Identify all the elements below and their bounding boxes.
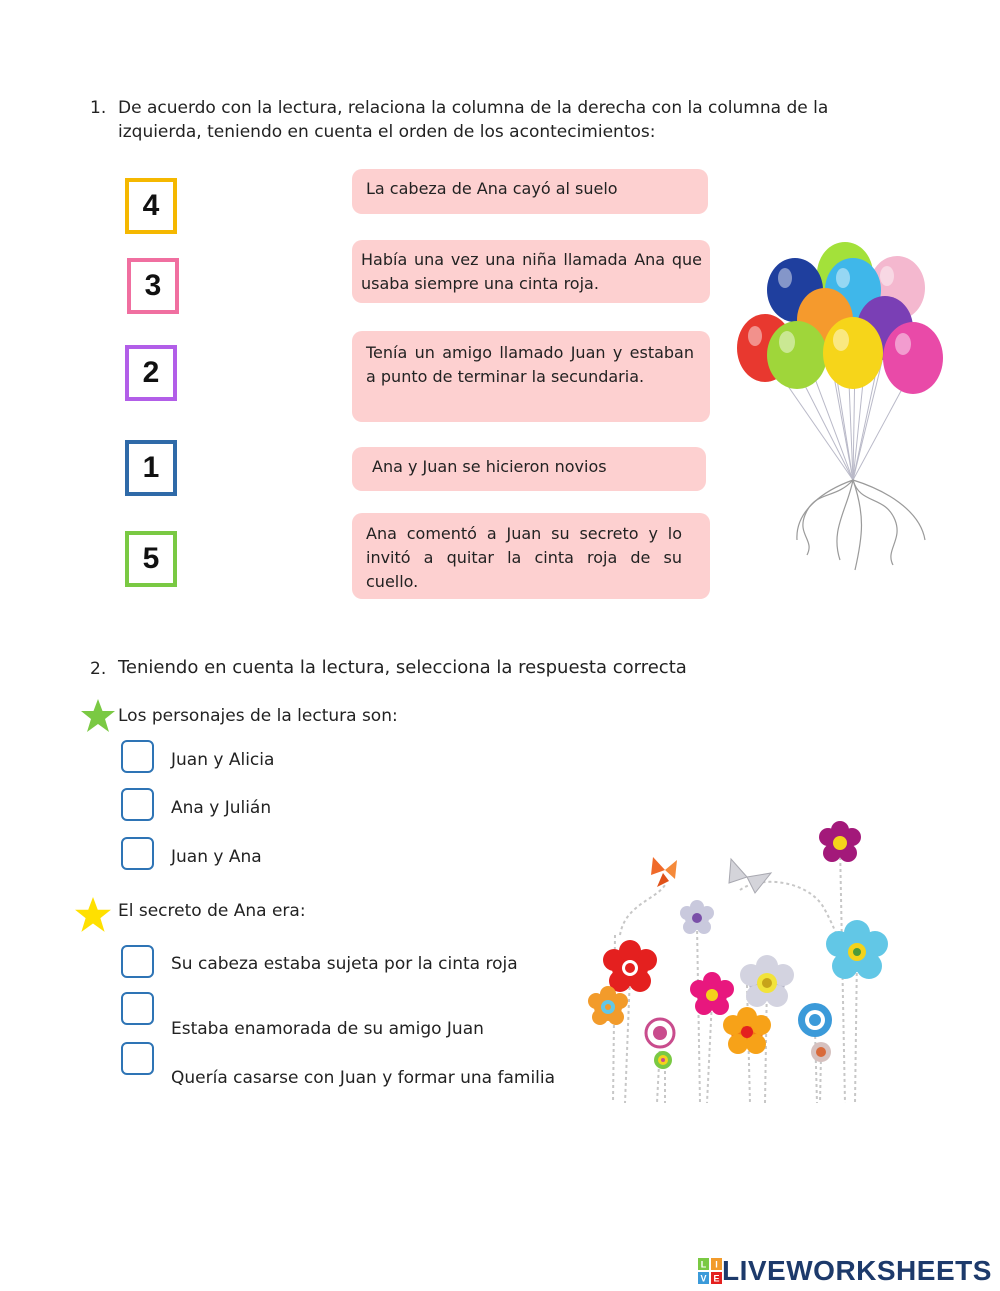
question-1-text — [118, 96, 898, 144]
checkbox-option-ana-julian[interactable] — [121, 788, 154, 821]
event-card-2: Había una vez una niña llamada Ana que usaba siempre una cinta roja. — [352, 240, 710, 303]
logo-letter-l: L — [700, 1259, 707, 1270]
event-card-4: Ana y Juan se hicieron novios — [352, 447, 706, 491]
question-1-line-2: izquierda, teniendo en cuenta el orden de los acontecimientos: — [118, 122, 656, 142]
butterfly-icon-grey — [729, 859, 771, 893]
number-box-1[interactable]: 4 — [125, 178, 177, 234]
option-ana-julian: Ana y Julián — [171, 798, 272, 818]
number-box-4[interactable]: 1 — [125, 440, 177, 496]
number-box-5[interactable]: 5 — [125, 531, 177, 587]
logo-letter-v: V — [700, 1273, 707, 1284]
brand-name: LIVEWORKSHEETS — [722, 1255, 992, 1286]
checkbox-option-casarse[interactable] — [121, 1042, 154, 1075]
question-1-number: 1. — [90, 98, 107, 118]
flowers-illustration — [585, 815, 900, 1110]
event-card-1: La cabeza de Ana cayó al suelo — [352, 169, 708, 214]
question-2-text: Teniendo en cuenta la lectura, selecciona la respuesta correcta — [118, 657, 687, 678]
number-box-2[interactable]: 3 — [127, 258, 179, 314]
option-casarse: Quería casarse con Juan y formar una familia — [171, 1068, 556, 1088]
event-card-5: Ana comentó a Juan su secreto y lo invitó a quitar la cinta roja de su cuello. — [352, 513, 710, 599]
event-card-3: Tenía un amigo llamado Juan y estaban a punto de terminar la secundaria. — [352, 331, 710, 422]
live-logo-icon — [698, 1258, 722, 1284]
option-enamorada: Estaba enamorada de su amigo Juan — [171, 1019, 484, 1039]
checkbox-option-enamorada[interactable] — [121, 992, 154, 1025]
sub-question-2-title: El secreto de Ana era: — [118, 901, 306, 921]
star-icon-green — [80, 698, 116, 734]
logo-letter-i: I — [715, 1259, 718, 1270]
checkbox-option-cinta-roja[interactable] — [121, 945, 154, 978]
checkbox-option-juan-alicia[interactable] — [121, 740, 154, 773]
liveworksheets-logo — [698, 1255, 992, 1287]
question-2-number: 2. — [90, 659, 107, 679]
option-cinta-roja: Su cabeza estaba sujeta por la cinta roja — [171, 954, 518, 974]
star-icon-yellow — [74, 896, 112, 934]
checkbox-option-juan-ana[interactable] — [121, 837, 154, 870]
butterfly-icon-orange — [651, 857, 677, 887]
option-juan-ana: Juan y Ana — [171, 847, 262, 867]
option-juan-alicia: Juan y Alicia — [171, 750, 275, 770]
number-box-3[interactable]: 2 — [125, 345, 177, 401]
logo-letter-e: E — [713, 1273, 720, 1284]
question-1-line-1: De acuerdo con la lectura, relaciona la columna de la derecha con la columna de la — [118, 98, 829, 118]
balloons-illustration — [735, 240, 950, 585]
sub-question-1-title: Los personajes de la lectura son: — [118, 706, 398, 726]
